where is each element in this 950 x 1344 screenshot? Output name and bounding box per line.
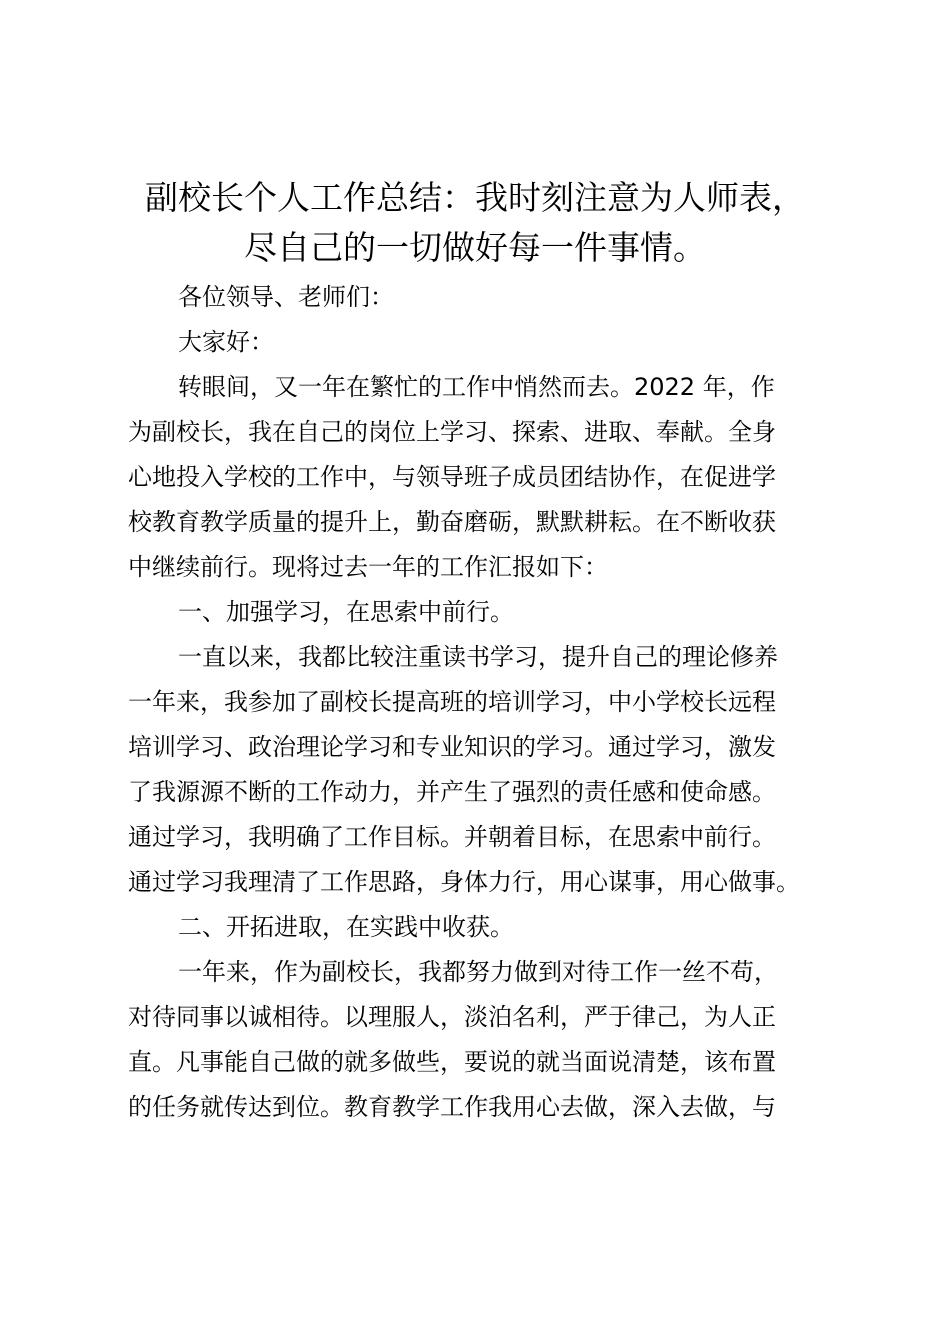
body-line: 通过学习，我明确了工作目标。并朝着目标，在思索中前行。 xyxy=(128,823,776,851)
body-line: 中继续前行。现将过去一年的工作汇报如下： xyxy=(128,553,608,581)
salutation: 各位领导、老师们： xyxy=(178,283,394,311)
body-line: 一年来，我参加了副校长提高班的培训学习，中小学校长远程 xyxy=(128,688,776,716)
body-line: 的任务就传达到位。教育教学工作我用心去做，深入去做，与 xyxy=(128,1093,776,1121)
body-line: 培训学习、政治理论学习和专业知识的学习。通过学习，激发 xyxy=(128,733,776,761)
body-line: 心地投入学校的工作中，与领导班子成员团结协作，在促进学 xyxy=(128,463,776,491)
body-line: 为副校长，我在自己的岗位上学习、探索、进取、奉献。全身 xyxy=(128,418,776,446)
body-line: 校教育教学质量的提升上，勤奋磨砺，默默耕耘。在不断收获 xyxy=(128,508,776,536)
section-heading-1: 一、加强学习，在思索中前行。 xyxy=(178,598,514,626)
body-line: 一年来，作为副校长，我都努力做到对待工作一丝不苟， xyxy=(178,958,778,986)
body-line: 通过学习我理清了工作思路，身体力行，用心谋事，用心做事。 xyxy=(128,868,800,896)
body-line: 对待同事以诚相待。以理服人，淡泊名利，严于律己，为人正 xyxy=(128,1003,776,1031)
document-title-line-1: 副校长个人工作总结：我时刻注意为人师表， xyxy=(145,178,805,217)
body-line: 了我源源不断的工作动力，并产生了强烈的责任感和使命感。 xyxy=(128,778,776,806)
body-line: 一直以来，我都比较注重读书学习，提升自己的理论修养 xyxy=(178,643,778,671)
body-line: 转眼间，又一年在繁忙的工作中悄然而去。2022 年，作 xyxy=(178,373,775,401)
greeting: 大家好： xyxy=(178,328,274,356)
document-title-line-2: 尽自己的一切做好每一件事情。 xyxy=(244,228,706,267)
section-heading-2: 二、开拓进取，在实践中收获。 xyxy=(178,913,514,941)
body-line: 直。凡事能自己做的就多做些，要说的就当面说清楚，该布置 xyxy=(128,1048,776,1076)
